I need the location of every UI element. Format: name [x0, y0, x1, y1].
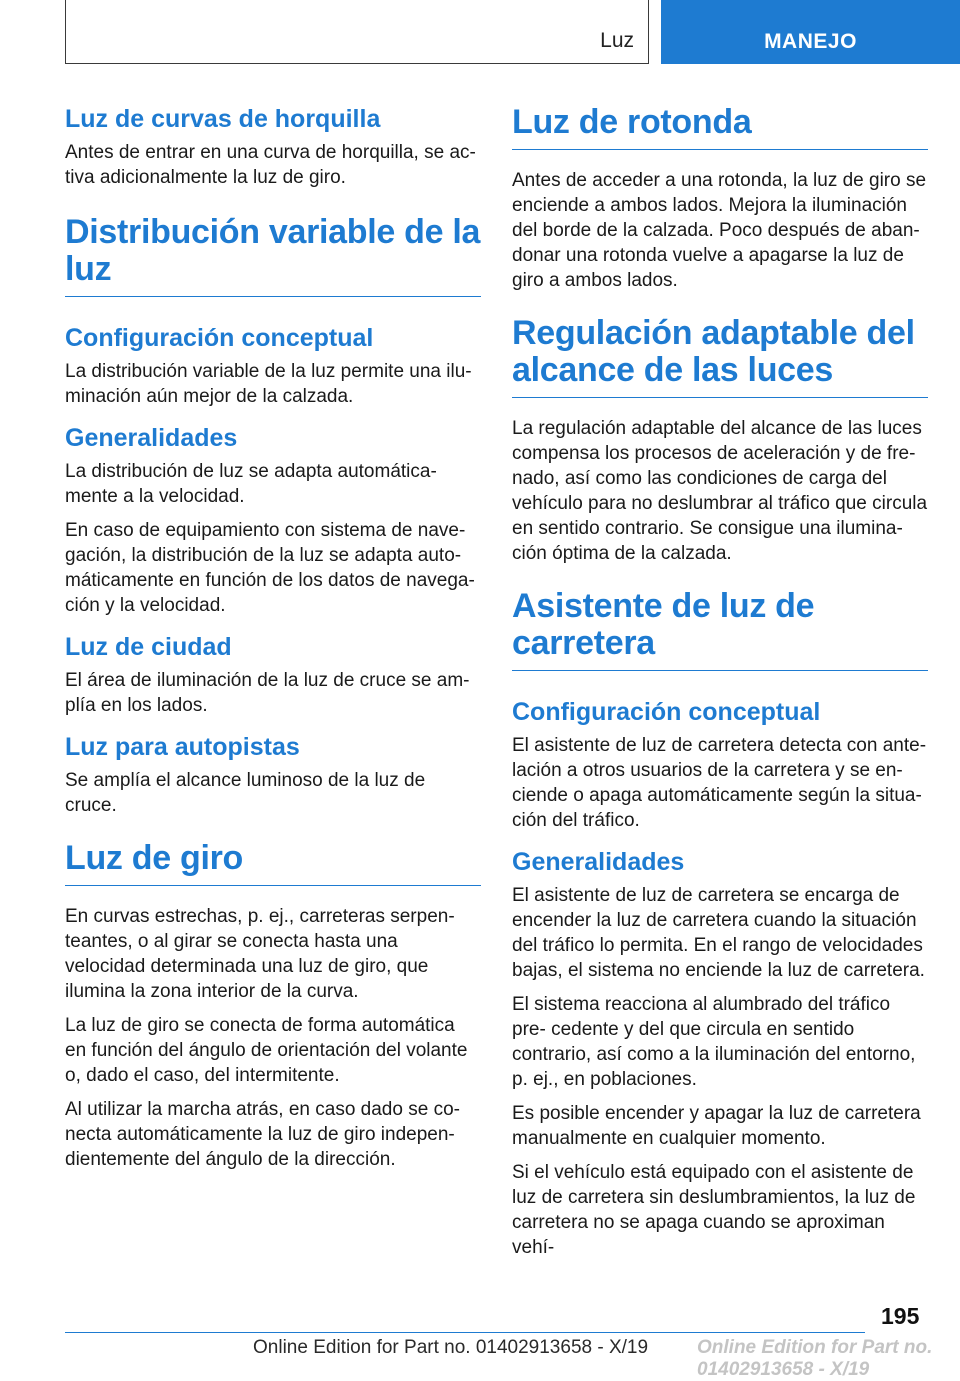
heading-luz-rotonda: Luz de rotonda: [512, 104, 928, 150]
heading-distribucion-variable: Distribución variable de la luz: [65, 214, 481, 297]
header-section-title: Luz: [600, 29, 634, 52]
paragraph: La distribución variable de la luz permite una ilu- minación aún mejor de la calzada.: [65, 361, 472, 407]
heading-configuracion-conceptual: Configuración conceptual: [65, 324, 374, 352]
footer-rule: [65, 1332, 865, 1333]
left-column: [65, 104, 481, 1172]
page-number: 195: [881, 1303, 920, 1329]
heading-luz-ciudad: Luz de ciudad: [65, 633, 232, 661]
heading-generalidades: Generalidades: [512, 848, 685, 876]
paragraph: El sistema reacciona al alumbrado del tráfico pre- cedente y del que circula en sentido contrario, así como a la iluminación del entorno, p. ej., en poblaciones.: [512, 994, 916, 1090]
paragraph: Al utilizar la marcha atrás, en caso dado se co- necta automáticamente la luz de giro indepen- dientemente del ángulo de la dirección.: [65, 1099, 460, 1170]
paragraph: La regulación adaptable del alcance de las luces compensa los procesos de aceleración y de fre- nado, así como las condiciones de carga del vehículo para no deslumbrar al tráfico que circula en sentido contrario. Se consigue una ilumina- ción óptima de la calzada.: [512, 418, 928, 564]
heading-luz-curvas-horquilla: Luz de curvas de horquilla: [65, 105, 381, 133]
paragraph: La luz de giro se conecta de forma automática en función del ángulo de orientación del volante o, dado el caso, del intermitente.: [65, 1015, 468, 1086]
paragraph: Antes de entrar en una curva de horquilla, se ac- tiva adicionalmente la luz de giro.: [65, 142, 476, 188]
heading-asistente-luz-carretera: Asistente de luz de carretera: [512, 588, 928, 671]
right-column: [512, 104, 928, 1260]
paragraph: Si el vehículo está equipado con el asistente de luz de carretera sin deslumbramientos, la luz de carretera no se apaga cuando se aproximan vehí-: [512, 1162, 916, 1258]
header-chapter-tab: [661, 0, 960, 64]
paragraph: El área de iluminación de la luz de cruce se am- plía en los lados.: [65, 670, 470, 716]
paragraph: Se amplía el alcance luminoso de la luz de cruce.: [65, 770, 426, 816]
paragraph: Antes de acceder a una rotonda, la luz de giro se enciende a ambos lados. Mejora la iluminación del borde de la calzada. Poco después de aban- donar una rotonda vuelve a apagarse la luz de giro a ambos lados.: [512, 170, 927, 291]
paragraph: En caso de equipamiento con sistema de nave- gación, la distribución de la luz se adapta auto- máticamente en función de los datos de navega- ción y la velocidad.: [65, 520, 475, 616]
heading-configuracion-conceptual: Configuración conceptual: [512, 698, 821, 726]
header-chapter-title: MANEJO: [764, 30, 857, 53]
paragraph: El asistente de luz de carretera detecta con ante- lación a otros usuarios de la carretera y se en- ciende o apaga automáticamente según la situa- ción del tráfico.: [512, 735, 927, 831]
paragraph: El asistente de luz de carretera se encarga de encender la luz de carretera cuando la situación del tráfico lo permita. En el rango de velocidades bajas, el sistema no enciende la luz de carretera.: [512, 885, 925, 981]
paragraph: La distribución de luz se adapta automática- mente a la velocidad.: [65, 461, 437, 507]
heading-luz-giro: Luz de giro: [65, 840, 481, 886]
paragraph: En curvas estrechas, p. ej., carreteras serpen- teantes, o al girar se conecta hasta una velocidad determinada una luz de giro, que ilumina la zona interior de la curva.: [65, 906, 455, 1002]
paragraph: Es posible encender y apagar la luz de carretera manualmente en cualquier momento.: [512, 1103, 921, 1149]
heading-generalidades: Generalidades: [65, 424, 238, 452]
heading-regulacion-alcance: Regulación adaptable del alcance de las luces: [512, 315, 928, 398]
footer-watermark: Online Edition for Part no. 01402913658 - X/19: [697, 1337, 933, 1380]
header-section-box: [65, 0, 649, 64]
heading-luz-autopistas: Luz para autopistas: [65, 733, 300, 761]
footer-edition-text: Online Edition for Part no. 01402913658 - X/19: [253, 1337, 649, 1358]
